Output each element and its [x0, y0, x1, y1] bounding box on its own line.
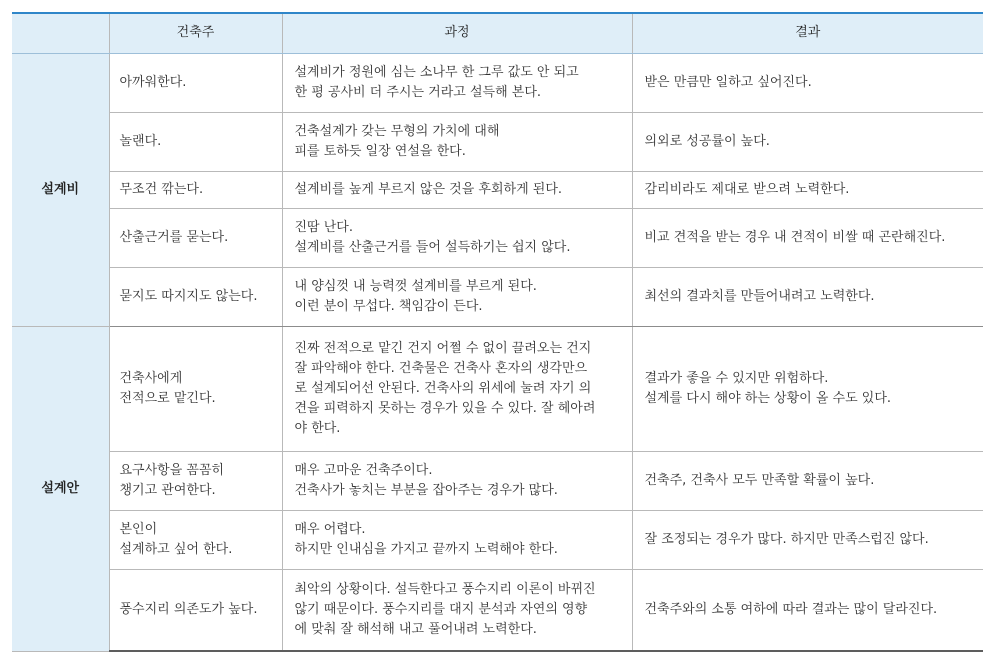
table-row [12, 569, 983, 651]
result-cell: 결과가 좋을 수 있지만 위험하다. 설계를 다시 해야 하는 상황이 올 수도 있다. [632, 326, 983, 451]
header-result: 결과 [632, 13, 983, 53]
result-cell: 비교 견적을 받는 경우 내 견적이 비쌀 때 곤란해진다. [632, 208, 983, 267]
header-builder: 건축주 [109, 13, 282, 53]
builder-cell: 아까워한다. [109, 53, 282, 112]
result-cell: 받은 만큼만 일하고 싶어진다. [632, 53, 983, 112]
builder-cell: 건축사에게 전적으로 맡긴다. [109, 326, 282, 451]
process-cell: 최악의 상황이다. 설득한다고 풍수지리 이론이 바뀌진 않기 때문이다. 풍수지리를 대지 분석과 자연의 영향 에 맞춰 잘 해석해 내고 풀어내려 노력한다. [282, 569, 632, 651]
header-process: 과정 [282, 13, 632, 53]
table-row [12, 326, 983, 451]
builder-cell: 본인이 설계하고 싶어 한다. [109, 510, 282, 569]
process-cell: 매우 어렵다. 하지만 인내심을 가지고 끝까지 노력해야 한다. [282, 510, 632, 569]
header-category [12, 13, 109, 53]
builder-cell: 요구사항을 꼼꼼히 챙기고 관여한다. [109, 451, 282, 510]
group-label-design-fee: 설계비 [12, 53, 109, 326]
process-cell: 건축설계가 갖는 무형의 가치에 대해 피를 토하듯 일장 연설을 한다. [282, 112, 632, 171]
result-cell: 잘 조정되는 경우가 많다. 하지만 만족스럽진 않다. [632, 510, 983, 569]
result-cell: 감리비라도 제대로 받으려 노력한다. [632, 171, 983, 208]
builder-cell: 무조건 깎는다. [109, 171, 282, 208]
table-row [12, 510, 983, 569]
result-cell: 의외로 성공률이 높다. [632, 112, 983, 171]
builder-cell: 산출근거를 묻는다. [109, 208, 282, 267]
process-cell: 진짜 전적으로 맡긴 건지 어쩔 수 없이 끌려오는 건지 잘 파악해야 한다. 건축물은 건축사 혼자의 생각만으 로 설계되어선 안된다. 건축사의 위세에 눌려 자기 의 견을 피력하지 못하는 경우가 있을 수 있다. 잘 헤아려 야 한다. [282, 326, 632, 451]
process-cell: 설계비를 높게 부르지 않은 것을 후회하게 된다. [282, 171, 632, 208]
group-label-design-plan: 설계안 [12, 326, 109, 651]
table-row [12, 451, 983, 510]
header-row [12, 13, 983, 53]
table-row [12, 208, 983, 267]
architect-client-table [12, 12, 983, 652]
table-row [12, 171, 983, 208]
result-cell: 건축주와의 소통 여하에 따라 결과는 많이 달라진다. [632, 569, 983, 651]
result-cell: 건축주, 건축사 모두 만족할 확률이 높다. [632, 451, 983, 510]
process-cell: 매우 고마운 건축주이다. 건축사가 놓치는 부분을 잡아주는 경우가 많다. [282, 451, 632, 510]
builder-cell: 풍수지리 의존도가 높다. [109, 569, 282, 651]
table-row [12, 53, 983, 112]
table-row [12, 112, 983, 171]
builder-cell: 묻지도 따지지도 않는다. [109, 267, 282, 326]
process-cell: 내 양심껏 내 능력껏 설계비를 부르게 된다. 이런 분이 무섭다. 책임감이 든다. [282, 267, 632, 326]
builder-cell: 놀랜다. [109, 112, 282, 171]
result-cell: 최선의 결과치를 만들어내려고 노력한다. [632, 267, 983, 326]
table-row [12, 267, 983, 326]
process-cell: 진땀 난다. 설계비를 산출근거를 들어 설득하기는 쉽지 않다. [282, 208, 632, 267]
process-cell: 설계비가 정원에 심는 소나무 한 그루 값도 안 되고 한 평 공사비 더 주시는 거라고 설득해 본다. [282, 53, 632, 112]
